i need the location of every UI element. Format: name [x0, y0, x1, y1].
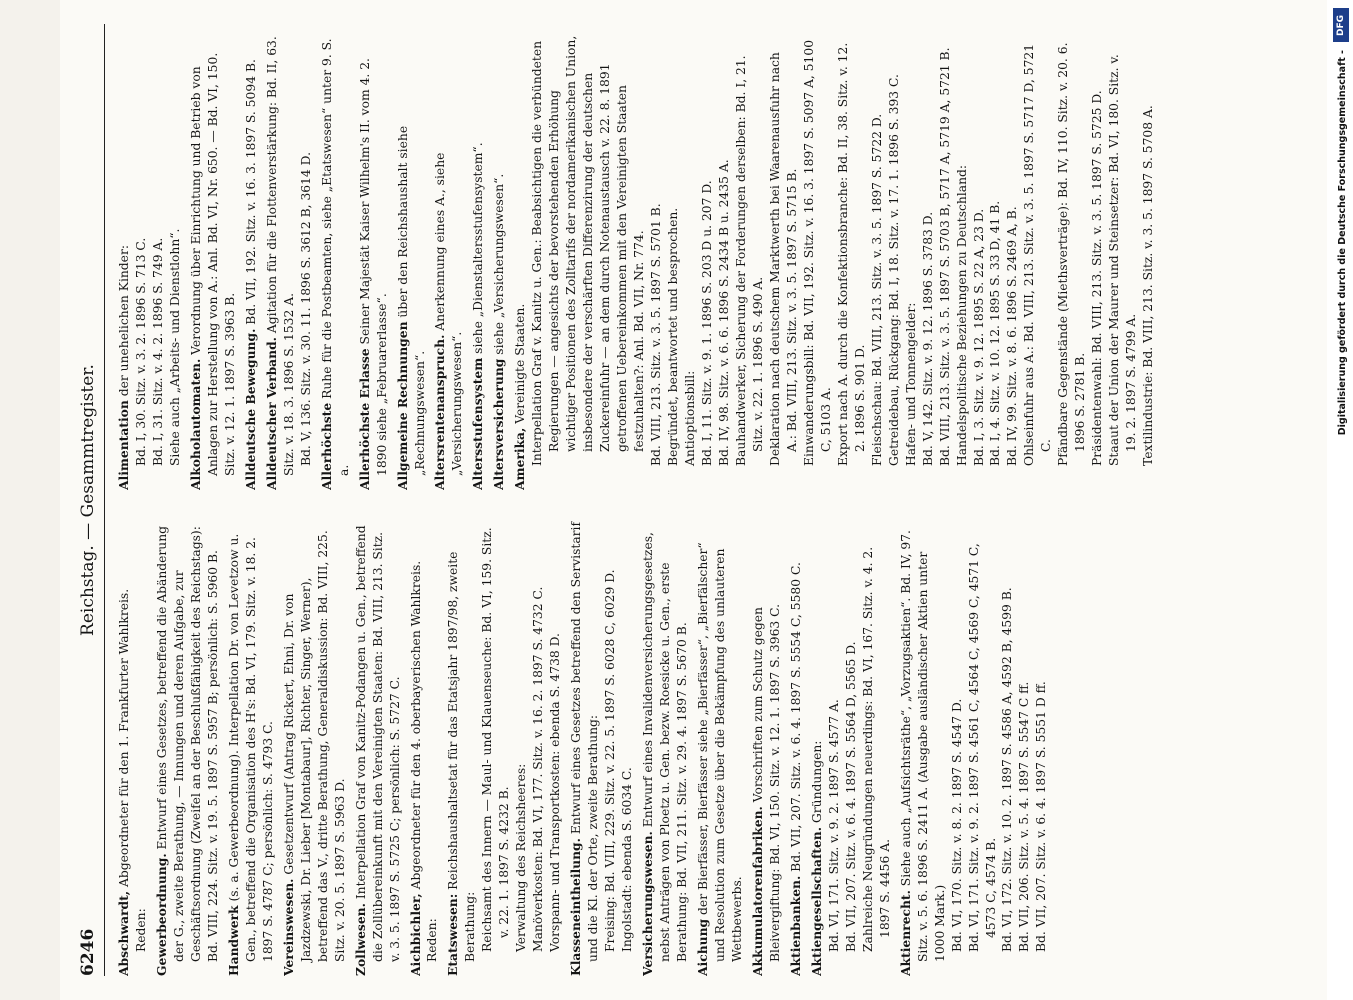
entry-line: Anerkennung eines A., siehe „Versicherungswesen“.	[433, 152, 465, 476]
entry-lemma: Altersstufensystem	[470, 357, 486, 490]
entry-line: Bd. V, 142. Sitz. v. 9. 12. 1896 S. 3783 D.	[920, 211, 935, 466]
entry-line: Getreidebau, Rückgang: Bd. I, 18. Sitz. v. 17. 1. 1896 S. 393 C.	[886, 74, 901, 466]
entry-lemma: Altersrentenanspruch.	[432, 334, 448, 490]
entry-line: Bd. IV, 98. Sitz. v. 6. 6. 1896 S. 2434 B u. 2435 A.	[716, 159, 731, 466]
register-entry	[395, 35, 429, 490]
digitization-strip	[1327, 0, 1353, 1000]
entry-lemma: Akkumulatorenfabriken.	[749, 806, 765, 976]
register-entry	[809, 521, 894, 976]
entry-line: Textilindustrie: Bd. VIII, 213. Sitz. v. 3. 5. 1897 S. 5708 A.	[1141, 105, 1156, 466]
entry-lemma: Etatswesen:	[445, 893, 461, 976]
register-entry	[512, 35, 1157, 490]
entry-line: Siehe auch „Arbeits- und Dienstlohn“.	[167, 228, 182, 466]
entry-line: Entwurf eines Invalidenversicherungsgesetzes, nebst Anträgen von Ploetz u. Gen. bezw. Roesicke u. Gen., erste Berathung: Bd. VII, 211. Sitz. v. 29. 4. 1897 S. 5670 B.	[641, 532, 690, 962]
register-entry	[281, 521, 349, 976]
entry-line: Siehe auch „Aufsichtsräthe“, „Vorzugsaktien“. Bd. IV, 97. Sitz. v. 5. 6. 1896 S. 2411 A. (Ausgabe ausländischer Aktien unter 1000 Mark.)	[898, 530, 947, 962]
entry-lemma: Alkoholautomaten.	[187, 358, 203, 490]
entry-line: Gesetzentwurf (Antrag Rickert, Ehni, Dr. von Jazdzewski, Dr. Lieber [Montabaur], Richter, Singer, Werner), betreffend das V., dritte Berathung, Generaldiskussion: Bd. VIII, 225. Sitz. v. 20. 5. 1897 S. 5963 D.	[281, 530, 347, 962]
entry-line: Bd. VIII, 213. Sitz. v. 3. 5. 1897 S. 5703 B, 5717 A, 5719 A, 5721 B.	[937, 47, 952, 466]
register-entry	[353, 521, 404, 976]
register-entry	[188, 35, 239, 490]
right-column	[116, 35, 1316, 490]
register-entry	[226, 521, 277, 976]
register-entry	[243, 35, 260, 490]
entry-line: Ohlseinfuhr aus A.: Bd. VIII, 213. Sitz. v. 3. 5. 1897 S. 5717 D, 5721 C.	[1022, 43, 1054, 466]
dfg-logo-icon: DFG	[1333, 8, 1349, 42]
entry-line: (s. a. Gewerbeordnung). Interpellation Dr. von Levetzow u. Gen., betreffend die Organisation des H's: Bd. VI, 179. Sitz. v. 18. 2. 1897 S. 4787 C; persönlich: S. 4793 C.	[226, 533, 275, 962]
entry-line: Bauhandwerker, Sicherung der Forderungen derselben: Bd. I, 21. Sitz. v. 22. 1. 1896 S. 490 A.	[733, 55, 765, 466]
entry-line: Staaut der Union der Maurer und Steinsetzer: Bd. VI, 180. Sitz. v. 19. 2. 1897 S. 4799 A.	[1107, 54, 1139, 466]
entry-line: der Bierfässer, Bierfässer siehe „Bierfässer“, „Bierfälscher“ und Resolution zum Gesetze über die Bekämpfung des unlauteren Wettbewerbs.	[696, 542, 744, 962]
register-entry	[898, 521, 1051, 976]
entry-line: Bd. VII, 192. Sitz. v. 16. 3. 1897 S. 5094 B.	[243, 59, 258, 325]
rotated-register-page	[60, 0, 1330, 1000]
entry-lemma: Allgemeine Rechnungen	[394, 321, 410, 490]
entry-line: Präsidentenwahl: Bd. VIII, 213. Sitz. v. 3. 5. 1897 S. 5725 D.	[1090, 90, 1105, 466]
entry-line: Bd. VII, 206. Sitz. v. 5. 4. 1897 S. 5547 C ff.	[1017, 681, 1032, 952]
entry-lemma: Allerhöchste Erlasse	[356, 348, 372, 490]
register-entry	[408, 521, 442, 976]
register-entry	[319, 35, 353, 490]
entry-line: Manöverkosten: Bd. VI, 177. Sitz. v. 16. 2. 1897 S. 4732 C.	[531, 586, 546, 952]
entry-line: Freising: Bd. VIII, 229. Sitz. v. 22. 5. 1897 S. 6028 C, 6029 D.	[603, 569, 618, 952]
entry-line: über den Reichshaushalt siehe „Rechnungswesen“.	[395, 125, 427, 476]
entry-line: Bd. VIII, 213. Sitz. v. 3. 5. 1897 S. 5701 B.	[649, 203, 664, 466]
entry-line: der unehelichen Kinder:	[117, 245, 131, 397]
running-head: Reichstag. — Gesammtregister.	[78, 364, 98, 636]
entry-line: Einwanderungsbill: Bd. VII, 192. Sitz. v. 16. 3. 1897 S. 5097 A, 5100 C, 5103 A.	[801, 39, 833, 466]
entry-line: Interpellation Graf von Kanitz-Podangen u. Gen., betreffend die Zollübereinkunft mit den Vereinigten Staaten: Bd. VIII, 213. Sitz. v. 3. 5. 1897 S. 5725 C; persönlich: S. 5727 C.	[353, 525, 402, 962]
entry-line: Reichsamt des Innern — Maul- und Klauenseuche: Bd. VI, 159. Sitz. v. 22. 1. 1897 S. 4232 B.	[480, 527, 512, 952]
entry-lemma: Aktienbanken.	[787, 875, 803, 976]
entry-line: Bd. VI, 170. Sitz. v. 8. 2. 1897 S. 4547 D.	[949, 698, 964, 952]
register-entry	[445, 521, 564, 976]
entry-lemma: Gewerbeordnung.	[153, 853, 169, 976]
register-entry	[640, 521, 691, 976]
entry-line: Reden:	[133, 908, 148, 952]
digitization-credit: Digitalisierung gefördert durch die Deutsche Forschungsgemeinschaft -	[1337, 50, 1348, 436]
entry-lemma: Amerika,	[512, 427, 528, 490]
entry-lemma: Alldeutsche Bewegung.	[242, 328, 258, 490]
entry-lemma: Handwerk	[225, 905, 241, 976]
entry-line: Pfändbare Gegenstände (Miethsverträge): Bd. IV, 110. Sitz. v. 20. 6. 1896 S. 2781 B.	[1056, 42, 1088, 466]
entry-lemma: Alimentation	[116, 400, 131, 490]
register-entry	[788, 521, 805, 976]
entry-line: Deklaration nach deutschem Marktwerth bei Waarenausfuhr nach A.: Bd. VIII, 213. Sitz. v. 3. 5. 1897 S. 5715 B.	[767, 52, 799, 466]
entry-line: Abgeordneter für den 1. Frankfurter Wahlkreis.	[117, 588, 131, 887]
entry-line: Abgeordneter für den 4. oberbayerischen Wahlkreis. Reden:	[408, 560, 440, 962]
register-entry	[568, 521, 636, 976]
entry-line: Bd. VII, 207. Sitz. v. 6. 4. 1897 S. 5564 D, 5565 D.	[843, 641, 858, 952]
entry-line: siehe „Dienstaltersstufensystem“.	[471, 142, 486, 354]
register-entry	[357, 35, 391, 490]
entry-lemma: Zollwesen.	[352, 903, 368, 976]
entry-line: Bd. VI, 171. Sitz. v. 9. 2. 1897 S. 4577 A.	[826, 699, 841, 952]
entry-line: Bd. VII, 207. Sitz. v. 6. 4. 1897 S. 5551 D ff.	[1034, 681, 1049, 952]
entry-line: Interpellation Graf v. Kanitz u. Gen.: Beabsichtigen die verbündeten Regierungen — angesichts der bevorstehenden Erhöhung wichtiger Positionen des Zolltarifs der nordamerikanischen Union, insbesondere der verschärften Differenzirung der deutschen Zuckereinfuhr — an dem durch Notenaustausch v. 22. 8. 1891 getroffenen Uebereinkommen mit den Vereinigten Staaten festzuhalten?: Anl. Bd. VII, Nr. 774.	[530, 35, 647, 466]
entry-line: Export nach A. durch die Konfektionsbranche: Bd. II, 38. Sitz. v. 12. 2. 1896 S. 901 D.	[835, 42, 867, 466]
entry-lemma: Aichbichler,	[407, 893, 423, 976]
register-entry	[116, 521, 150, 976]
entry-line: Bd. I, 31. Sitz. v. 4. 2. 1896 S. 749 A.	[150, 237, 165, 466]
register-entry	[470, 35, 487, 490]
register-entry	[695, 521, 746, 976]
entry-line: Ruhe für die Postbeamten, siehe „Etatswesen“ unter 9. S. a.	[319, 38, 351, 476]
left-column	[116, 521, 1316, 976]
entry-lemma: Alldeutscher Verband.	[263, 337, 279, 490]
entry-line: Bd. I, 4. Sitz. v. 10. 12. 1895 S. 33 D, 41 B.	[988, 200, 1003, 466]
entry-line: Reichshaushaltsetat für das Etatsjahr 1897/98, zweite Berathung:	[446, 551, 478, 962]
entry-lemma: Aktiengesellschaften.	[808, 826, 824, 976]
entry-line: Agitation für die Flottenverstärkung: Bd. II, 63. Sitz. v. 18. 3. 1896 S. 1532 A.	[264, 36, 296, 476]
entry-lemma: Versicherungswesen.	[640, 831, 656, 976]
entry-line: Vorspann- und Transportkosten: ebenda S. 4738 D.	[548, 633, 563, 952]
entry-line: Bd. I, 30. Sitz. v. 3. 2. 1896 S. 713 C.	[133, 237, 148, 466]
entry-line: Zahlreiche Neugründungen neuerdings: Bd. VI, 167. Sitz. v. 4. 2. 1897 S. 4456 A.	[860, 546, 892, 952]
entry-line: Bd. VI, 171. Sitz. v. 9. 2. 1897 S. 4561 C, 4564 C, 4569 C, 4571 C, 4573 C, 4574 B.	[966, 543, 998, 952]
entry-lemma: Aichung	[695, 918, 710, 976]
entry-line: Verwaltung des Reichsheeres:	[514, 763, 529, 952]
entry-line: Bd. V, 136. Sitz. v. 30. 11. 1896 S. 3612 B, 3614 D.	[298, 152, 313, 466]
page-number: 6246	[78, 928, 98, 976]
entry-line: Verordnung über Einrichtung und Betrieb von Anlagen zur Herstellung von A.: Anl. Bd. VI, Nr. 650. — Bd. VI, 150. Sitz. v. 12. 1. 1897 S. 3963 B.	[188, 52, 237, 476]
entry-line: Vorschriften zum Schutz gegen Bleivergiftung: Bd. VI, 150. Sitz. v. 12. 1. 1897 S. 3963 C.	[750, 603, 782, 962]
page-header	[78, 24, 105, 976]
entry-line: Entwurf eines Gesetzes betreffend den Servistarif und die Kl. der Orte, zweite Berathung:	[569, 521, 601, 962]
register-entry	[491, 35, 508, 490]
entry-line: Bd. VII, 207. Sitz. v. 6. 4. 1897 S. 5554 C, 5580 C.	[788, 562, 803, 872]
entry-line: Fleischschau: Bd. VIII, 213. Sitz. v. 3. 5. 1897 S. 5722 D.	[869, 113, 884, 466]
entry-line: Begründet, beantwortet und besprochen.	[666, 207, 681, 466]
entry-line: Bd. I, 11. Sitz. v. 9. 1. 1896 S. 203 D u. 207 D.	[700, 180, 714, 466]
register-entry	[116, 35, 184, 490]
entry-line: Vereinigte Staaten.	[513, 303, 528, 424]
entry-line: Antioptionsbill:	[683, 370, 698, 466]
entry-line: Ingolstadt: ebenda S. 6034 C.	[620, 767, 635, 952]
entry-line: Gründungen:	[809, 740, 824, 824]
entry-lemma: Vereinswesen.	[280, 878, 296, 976]
register-entry	[432, 35, 466, 490]
register-entry	[264, 35, 315, 490]
entry-lemma: Altersversicherung	[491, 358, 507, 490]
entry-lemma: Klasseneintheilung.	[568, 838, 584, 976]
entry-lemma: Abschwardt,	[116, 890, 131, 976]
entry-line: siehe „Versicherungswesen“.	[492, 173, 507, 355]
register-entry	[750, 521, 784, 976]
entry-lemma: Allerhöchste	[318, 402, 334, 490]
entry-line: Bd. I, 3. Sitz. v. 9. 12. 1895 S. 22 A, 23 D.	[971, 208, 986, 466]
entry-line: Hafen- und Tonnengelder:	[903, 302, 918, 466]
entry-line: Bd. VI, 172. Sitz. v. 10. 2. 1897 S. 4586 A, 4592 B, 4599 B.	[1000, 587, 1015, 952]
register-entry	[154, 521, 222, 976]
entry-line: Seiner Majestät Kaiser Wilhelm's II. vom 4. 2. 1890 siehe „Februarerlasse“.	[357, 58, 389, 476]
entry-lemma: Aktienrecht.	[897, 890, 913, 976]
entry-line: Handelspolitische Beziehungen zu Deutschland:	[954, 164, 969, 466]
entry-line: Bd. IV, 99. Sitz. v. 8. 6. 1896 S. 2469 A, B.	[1005, 206, 1020, 466]
entry-line: Entwurf eines Gesetzes, betreffend die Abänderung der G., zweite Berathung, — Innungen und deren Aufgabe, zur Geschäftsordnung (Zweifel an der Beschlußfähigkeit des Reichstags): Bd. VIII, 224. Sitz. v. 19. 5. 1897 S. 5957 B; persönlich: S. 5960 B.	[154, 525, 220, 962]
